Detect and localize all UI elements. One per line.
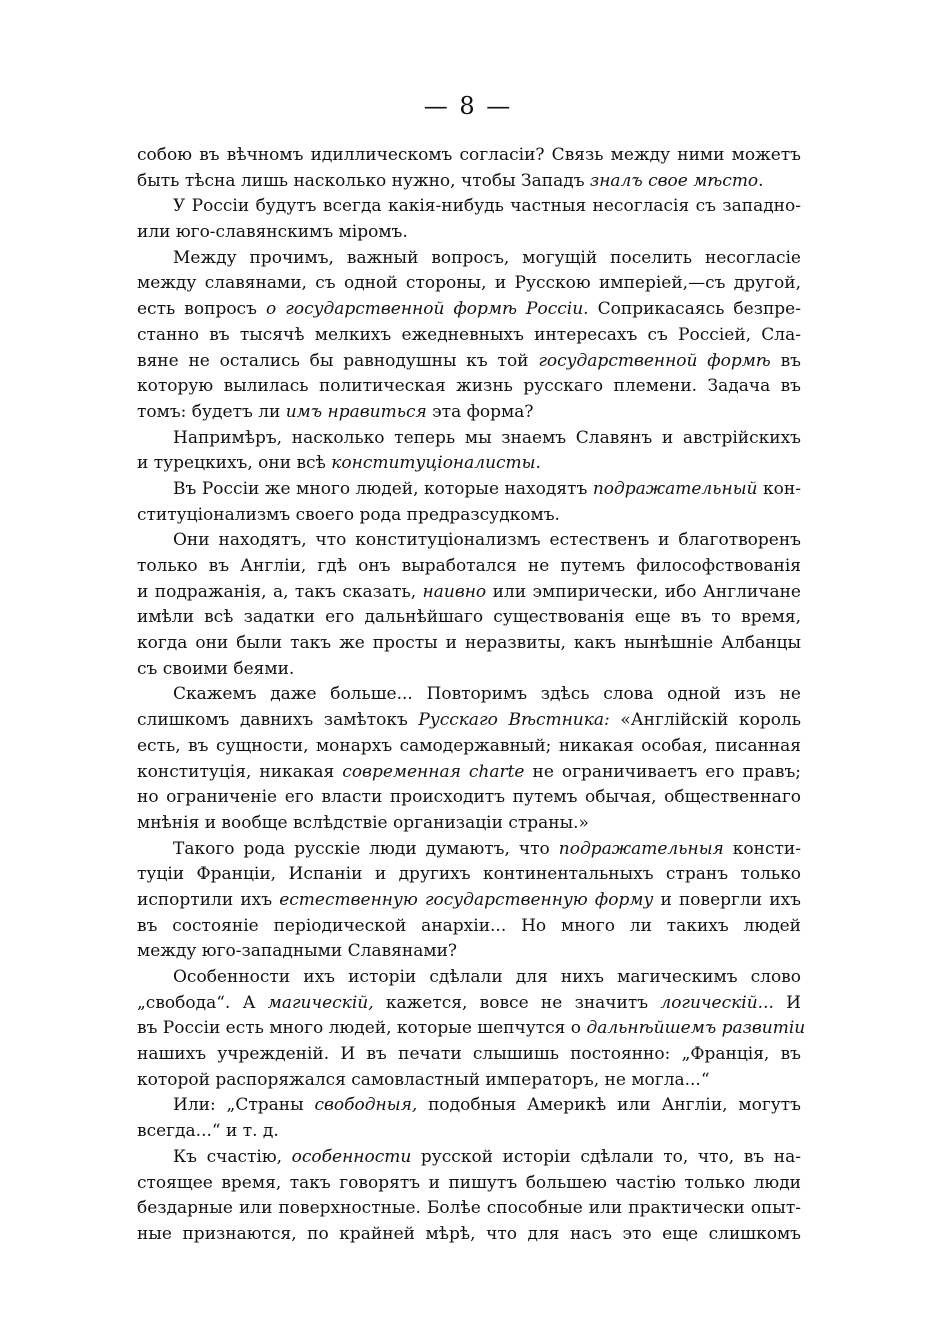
- text-run: «Англійскій король: [609, 710, 801, 731]
- text-run: имѣли всѣ задатки его дальнѣйшаго существованія еще въ то время,: [137, 607, 801, 628]
- paragraph: [137, 528, 801, 682]
- text-run: туціи Франціи, Испаніи и другихъ континентальныхъ странъ только: [137, 864, 801, 885]
- text-line: [137, 554, 801, 580]
- text-run: есть вопросъ: [137, 299, 266, 320]
- text-line: [137, 143, 801, 169]
- text-run: или юго-славянскимъ міромъ.: [137, 222, 408, 243]
- italic-phrase: естественную государственную форму: [279, 889, 654, 910]
- text-line: [137, 631, 801, 657]
- paragraph: [137, 426, 801, 477]
- text-line: [137, 1042, 801, 1068]
- text-run: но ограниченіе его власти происходитъ путемъ обычая, общественнаго: [137, 787, 801, 808]
- text-run: когда они были такъ же просты и неразвиты, какъ нынѣшніе Албанцы: [137, 633, 801, 654]
- text-run: съ своими беями.: [137, 658, 295, 679]
- italic-phrase: о государственной формѣ Россіи.: [265, 299, 589, 320]
- text-run: подобныя Америкѣ или Англіи, могутъ: [417, 1095, 801, 1116]
- text-run: У Россіи будутъ всегда какія-нибудь частныя несогласія съ западно-: [173, 196, 801, 217]
- italic-phrase: наивно: [422, 581, 487, 602]
- text-line: [137, 785, 801, 811]
- italic-phrase: подражательныя: [558, 838, 724, 859]
- italic-phrase: особенности: [291, 1146, 412, 1167]
- text-run: кон-: [757, 478, 801, 499]
- text-run: только въ Англіи, гдѣ онъ выработался не путемъ философствованія: [137, 556, 801, 576]
- text-run: Къ счастію,: [173, 1146, 292, 1167]
- text-run: всегда...“ и т. д.: [137, 1121, 279, 1142]
- text-line: [137, 1171, 801, 1197]
- text-line: [137, 169, 801, 195]
- italic-phrase: зналъ свое мѣсто.: [589, 170, 764, 191]
- italic-phrase: магическій,: [267, 992, 374, 1013]
- text-run: и подражанія, а, такъ сказать,: [137, 581, 423, 602]
- italic-phrase: логическій...: [660, 992, 774, 1013]
- body-text: [137, 143, 806, 1248]
- text-run: бездарные или поверхностные. Болѣе способные или практически опыт-: [137, 1198, 801, 1219]
- text-line: [137, 426, 801, 452]
- text-run: нашихъ учрежденій. И въ печати слышишь постоянно: „Франція, въ: [137, 1044, 801, 1065]
- text-run: не ограничиваетъ его правъ;: [524, 761, 801, 782]
- text-run: Соприкасаясь безпре-: [588, 299, 801, 320]
- paragraph: [137, 837, 801, 965]
- text-line: [137, 837, 801, 863]
- text-run: собою въ вѣчномъ идиллическомъ согласіи? Связь между ними можетъ: [137, 145, 801, 165]
- text-run: эта форма?: [426, 401, 534, 422]
- italic-phrase: подражательный: [592, 478, 758, 499]
- text-run: русской исторіи сдѣлали то, что, въ на-: [411, 1146, 801, 1167]
- text-run: между юго-западными Славянами?: [137, 941, 458, 962]
- text-line: [137, 477, 801, 503]
- text-line: [137, 682, 801, 708]
- text-line: [137, 323, 801, 349]
- text-run: вяне не остались бы равнодушны къ той: [137, 350, 539, 371]
- text-line: [137, 400, 801, 426]
- text-line: [137, 349, 801, 375]
- text-run: томъ: будетъ ли: [137, 401, 286, 422]
- text-line: [137, 1222, 801, 1248]
- text-run: или эмпирически, ибо Англичане: [486, 581, 801, 602]
- text-run: испортили ихъ: [137, 889, 280, 910]
- page-number: — 8 —: [423, 92, 513, 120]
- text-line: [137, 271, 801, 297]
- text-line: [137, 374, 801, 400]
- text-run: Или: „Страны: [173, 1095, 315, 1116]
- text-run: Особенности ихъ исторіи сдѣлали для нихъ магическимъ слово: [173, 967, 801, 987]
- text-line: [137, 888, 801, 914]
- text-line: [137, 914, 801, 940]
- text-run: которой распоряжался самовластный императоръ, не могла...“: [137, 1069, 710, 1090]
- paragraph: [137, 965, 806, 1093]
- paragraph: [137, 1145, 801, 1248]
- text-run: консти-: [723, 838, 801, 859]
- text-run: мнѣнія и вообще вслѣдствіе организаціи страны.»: [137, 812, 589, 833]
- text-run: и повергли ихъ: [653, 889, 801, 910]
- text-line: [137, 811, 801, 837]
- text-run: ные признаются, по крайней мѣрѣ, что для насъ это еще слишкомъ: [137, 1223, 801, 1244]
- text-line: [137, 1016, 806, 1042]
- text-run: которую вылилась политическая жизнь русскаго племени. Задача въ: [137, 376, 801, 397]
- text-run: есть, въ сущности, монархъ самодержавный; никакая особая, писанная: [137, 735, 801, 756]
- text-run: конституція, никакая: [137, 761, 343, 782]
- paragraph: [137, 682, 801, 836]
- text-run: кажется, вовсе не значитъ: [373, 992, 661, 1013]
- text-line: [137, 708, 801, 734]
- text-run: между славянами, съ одной стороны, и Русскою имперіей,—съ другой,: [137, 273, 801, 294]
- text-line: [137, 297, 801, 323]
- text-line: [137, 1196, 801, 1222]
- text-line: [137, 605, 801, 631]
- italic-phrase: свободныя,: [314, 1095, 418, 1116]
- text-run: ституціонализмъ своего рода предразсудкомъ.: [137, 504, 560, 525]
- italic-phrase: современная charte: [342, 761, 525, 782]
- text-line: [137, 1068, 801, 1094]
- italic-phrase: Русскаго Вѣстника:: [418, 710, 610, 731]
- text-run: Между прочимъ, важный вопросъ, могущій поселить несогласіе: [173, 247, 801, 268]
- text-line: [137, 580, 801, 606]
- text-line: [137, 862, 801, 888]
- italic-phrase: дальнѣйшемъ развитіи: [586, 1018, 806, 1039]
- text-line: [137, 503, 801, 529]
- text-run: и турецкихъ, они всѣ: [137, 453, 332, 474]
- text-line: [137, 1093, 801, 1119]
- italic-phrase: имъ нравиться: [285, 401, 427, 422]
- text-run: стоящее время, такъ говорятъ и пишутъ большею частію только люди: [137, 1172, 801, 1193]
- text-line: [137, 657, 801, 683]
- text-line: [137, 194, 801, 220]
- text-run: „свобода“. А: [137, 992, 268, 1013]
- text-run: слишкомъ давнихъ замѣтокъ: [137, 710, 419, 731]
- text-line: [137, 965, 801, 991]
- text-line: [137, 991, 801, 1017]
- text-run: въ Россіи есть много людей, которые шепчутся о: [137, 1018, 587, 1039]
- text-run: Въ Россіи же много людей, которые находятъ: [173, 478, 593, 499]
- text-run: Такого рода русскіе люди думаютъ, что: [173, 838, 559, 859]
- italic-phrase: конституціоналисты.: [331, 453, 541, 474]
- text-run: быть тѣсна лишь насколько нужно, чтобы Западъ: [137, 170, 590, 191]
- text-line: [137, 734, 801, 760]
- text-line: [137, 220, 801, 246]
- text-line: [137, 451, 801, 477]
- text-line: [137, 1119, 801, 1145]
- text-line: [137, 1145, 801, 1171]
- text-run: Напримѣръ, насколько теперь мы знаемъ Славянъ и австрійскихъ: [173, 427, 801, 448]
- paragraph: [137, 143, 801, 194]
- text-run: станно въ тысячѣ мелкихъ ежедневныхъ интересахъ съ Россіей, Сла-: [137, 324, 801, 345]
- paragraph: [137, 1093, 801, 1144]
- paragraph: [137, 194, 801, 245]
- text-run: И: [773, 992, 801, 1013]
- text-line: [137, 246, 801, 272]
- paragraph: [137, 477, 801, 528]
- text-run: въ состояніе періодической анархіи... Но много ли такихъ людей: [137, 915, 801, 936]
- text-run: Они находятъ, что конституціонализмъ естественъ и благотворенъ: [173, 530, 801, 551]
- text-line: [137, 760, 801, 786]
- italic-phrase: государственной формѣ: [538, 350, 771, 371]
- text-line: [137, 939, 801, 965]
- text-run: въ: [770, 350, 801, 371]
- text-run: Скажемъ даже больше... Повторимъ здѣсь слова одной изъ не: [173, 684, 801, 705]
- paragraph: [137, 246, 801, 426]
- text-line: [137, 528, 801, 554]
